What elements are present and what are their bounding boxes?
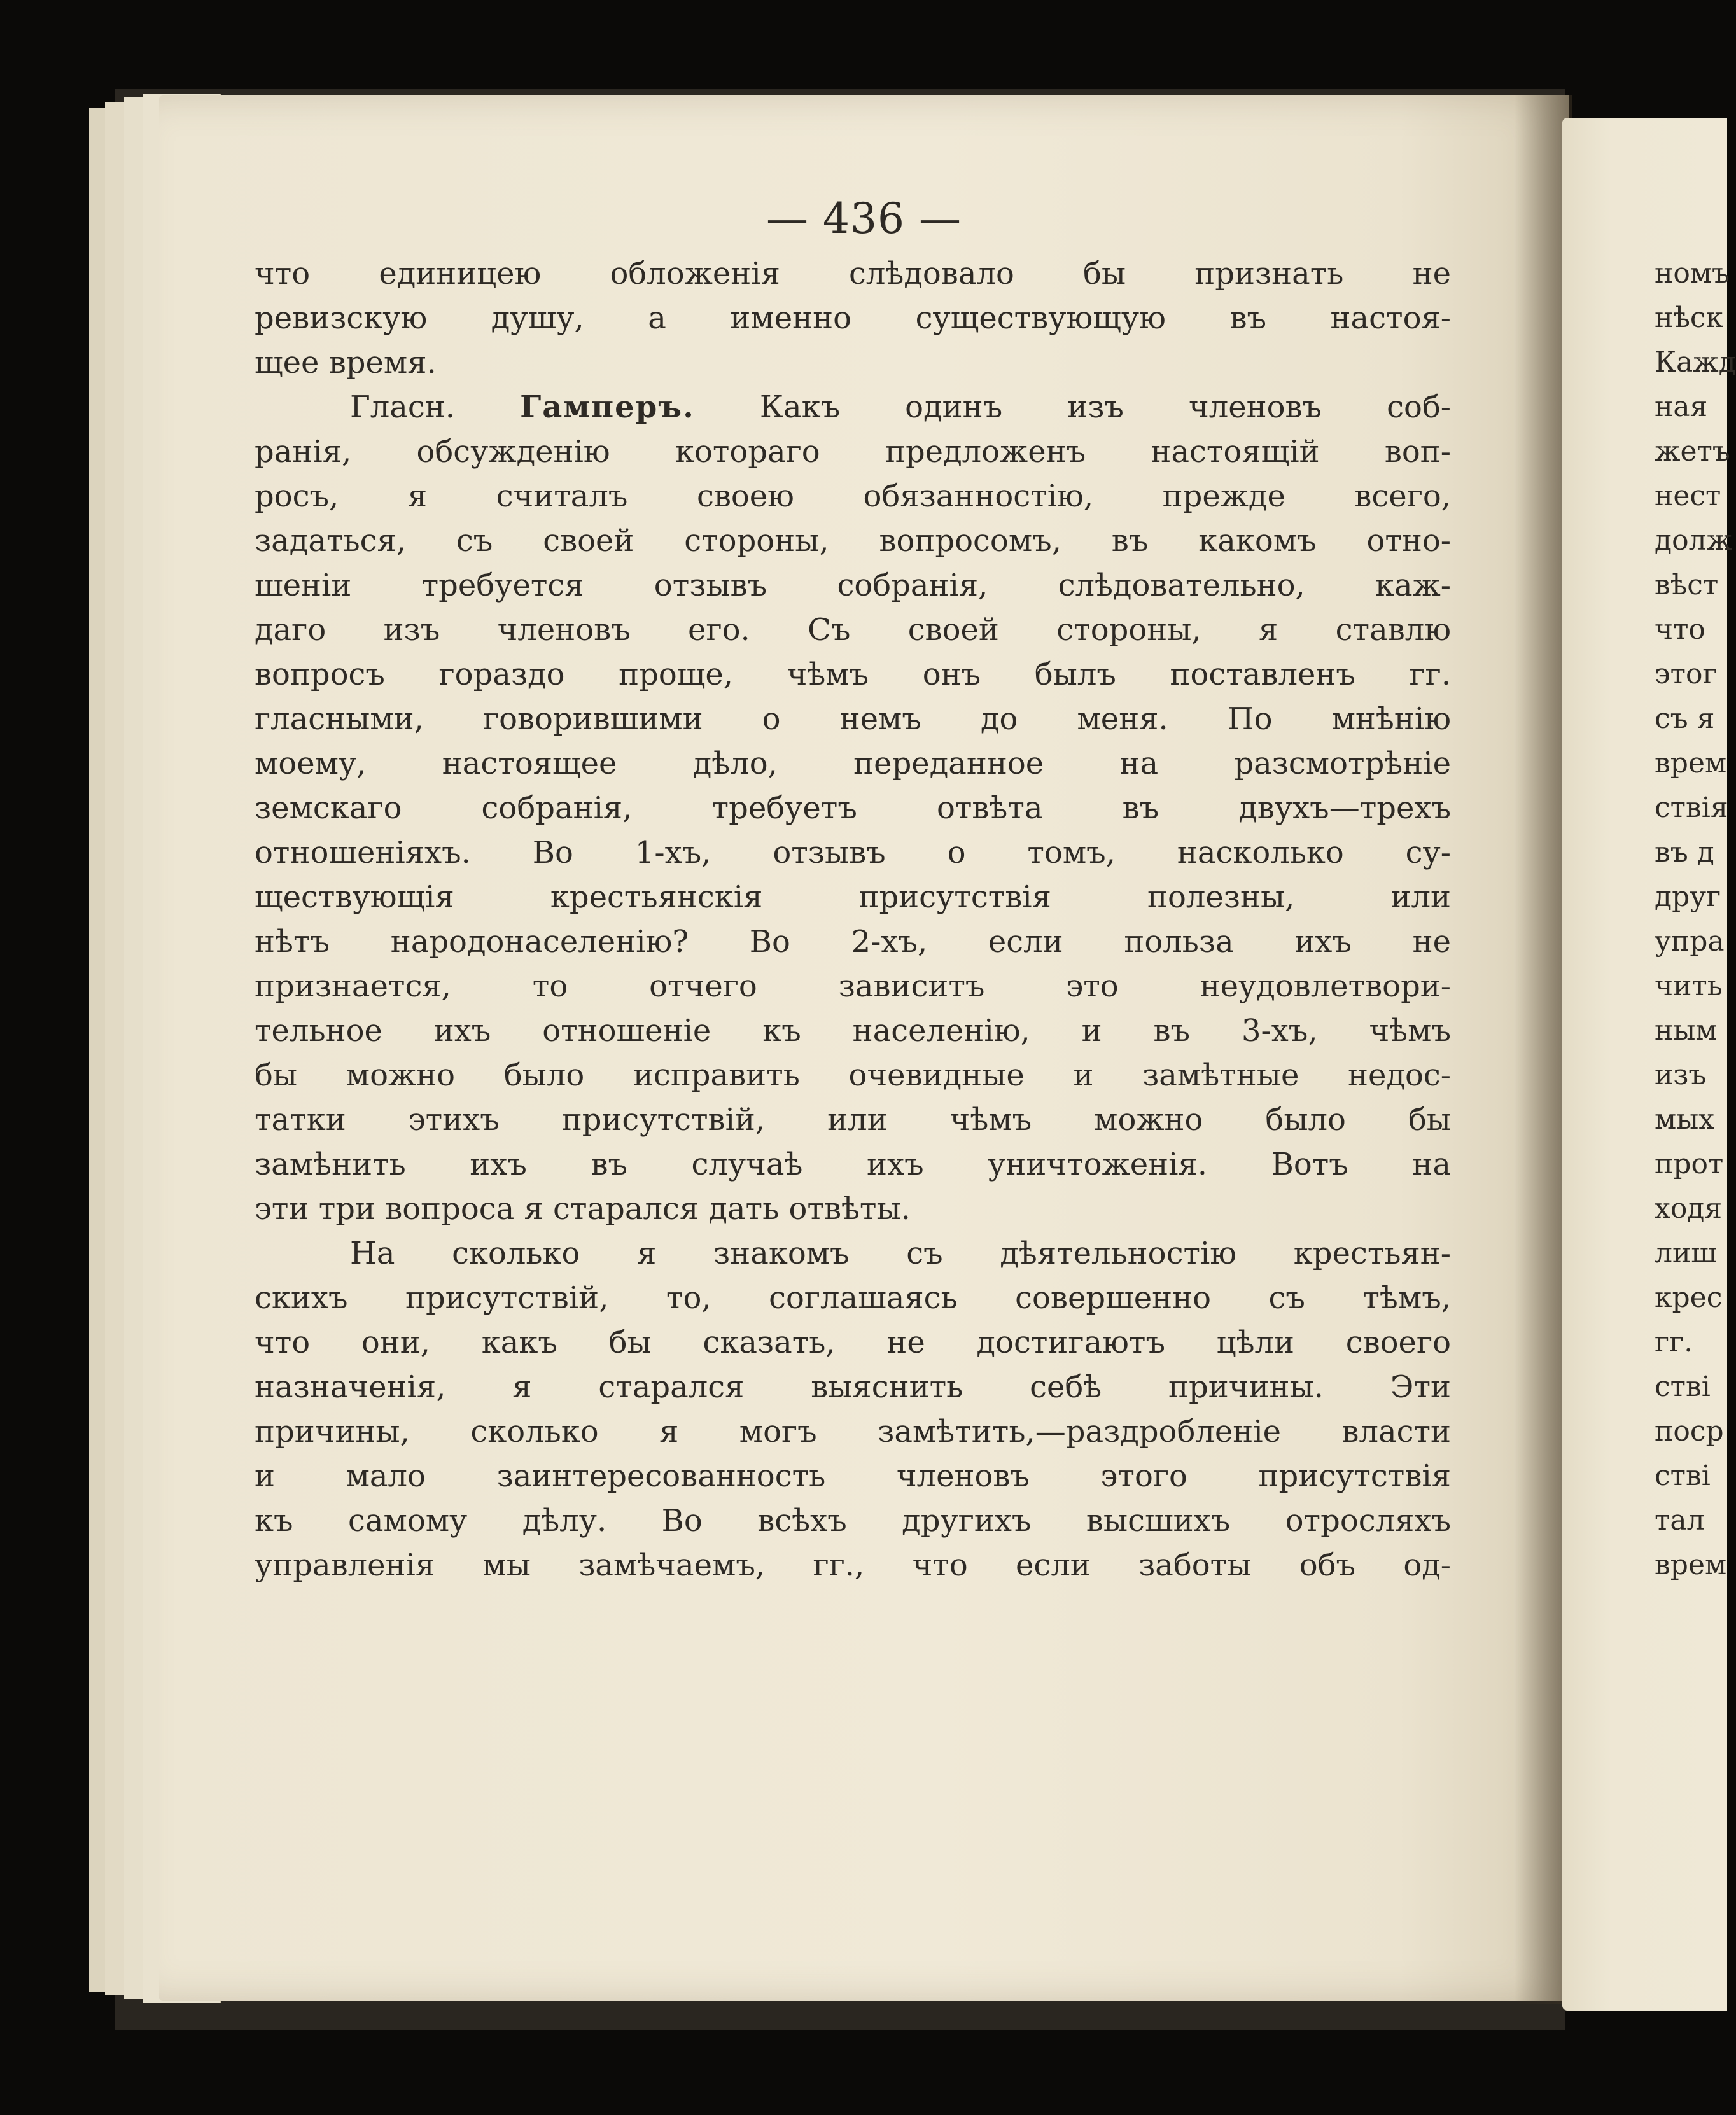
right-page-fragment: ная: [1655, 391, 1708, 423]
text-line: росъ, я считалъ своею обязанностію, прежде всего,: [255, 478, 1451, 514]
text-line: управленія мы замѣчаемъ, гг., что если заботы объ од-: [255, 1547, 1451, 1583]
right-page-fragment: прот: [1655, 1148, 1724, 1180]
right-page-fragment: жетъ: [1655, 435, 1730, 468]
right-page-fragment: мых: [1655, 1103, 1715, 1136]
right-page-fragment: крес: [1655, 1281, 1723, 1314]
text-line: даго изъ членовъ его. Съ своей стороны, я ставлю: [255, 612, 1451, 648]
right-page-fragment: врем: [1655, 747, 1727, 779]
right-page-fragment: изъ: [1655, 1059, 1707, 1091]
right-page-fragment: этог: [1655, 658, 1718, 690]
right-page-text: [1655, 251, 1736, 1588]
text-line: вопросъ гораздо проще, чѣмъ онъ былъ поставленъ гг.: [255, 657, 1451, 692]
right-page-fragment: долж: [1655, 524, 1733, 557]
body-text: [255, 251, 1451, 1588]
text-line: тельное ихъ отношеніе къ населенію, и въ 3-хъ, чѣмъ: [255, 1013, 1451, 1049]
page-number: — 436 —: [766, 194, 962, 243]
text-line: ревизскую душу, а именно существующую въ настоя-: [255, 300, 1451, 336]
right-page-fragment: что: [1655, 613, 1705, 646]
text-line: скихъ присутствій, то, соглашаясь совершенно съ тѣмъ,: [255, 1280, 1451, 1316]
right-page-fragment: тал: [1655, 1504, 1705, 1537]
text-line: моему, настоящее дѣло, переданное на разсмотрѣніе: [255, 746, 1451, 781]
right-page-fragment: съ я: [1655, 702, 1715, 735]
right-page-fragment: нест: [1655, 480, 1721, 512]
text-line: бы можно было исправить очевидные и замѣтные недос-: [255, 1058, 1451, 1093]
text-line: татки этихъ присутствій, или чѣмъ можно было бы: [255, 1102, 1451, 1138]
right-page-fragment: гг.: [1655, 1326, 1693, 1358]
right-page-fragment: номъ: [1655, 257, 1730, 290]
text-line: щее время.: [255, 345, 437, 380]
text-line: [255, 385, 1451, 429]
text-line: На сколько я знакомъ съ дѣятельностію крестьян-: [350, 1236, 1451, 1271]
right-page-fragment: ным: [1655, 1014, 1718, 1047]
right-page-fragment: Кажд: [1655, 346, 1736, 379]
right-page-fragment: поср: [1655, 1415, 1724, 1448]
right-page-fragment: въ д: [1655, 836, 1714, 869]
right-page-fragment: чить: [1655, 970, 1723, 1002]
speaker-prefix: Гласн.: [350, 389, 521, 425]
right-page-fragment: вѣст: [1655, 569, 1719, 601]
right-page-fragment: упра: [1655, 925, 1725, 958]
text-line: къ самому дѣлу. Во всѣхъ другихъ высшихъ отросляхъ: [255, 1503, 1451, 1539]
text-line: ранія, обсужденію котораго предложенъ настоящій воп-: [255, 434, 1451, 470]
right-page-fragment: друг: [1655, 881, 1721, 913]
text-line: назначенія, я старался выяснить себѣ причины. Эти: [255, 1369, 1451, 1405]
text-line: признается, то отчего зависитъ это неудовлетвори-: [255, 968, 1451, 1004]
text-line: эти три вопроса я старался дать отвѣты.: [255, 1191, 911, 1227]
right-page-fragment: лиш: [1655, 1237, 1718, 1269]
text-line: шеніи требуется отзывъ собранія, слѣдовательно, каж-: [255, 568, 1451, 603]
text-line: ществующія крестьянскія присутствія полезны, или: [255, 879, 1451, 915]
text-line: нѣтъ народонаселенію? Во 2-хъ, если польза ихъ не: [255, 924, 1451, 960]
right-page-fragment: ствi: [1655, 1460, 1711, 1492]
text-line: гласными, говорившими о немъ до меня. По мнѣнію: [255, 701, 1451, 737]
text-line: что единицею обложенія слѣдовало бы признать не: [255, 256, 1451, 291]
right-page-fragment: ствія: [1655, 792, 1728, 824]
text-line: что они, какъ бы сказать, не достигаютъ цѣли своего: [255, 1325, 1451, 1360]
text-line: отношеніяхъ. Во 1-хъ, отзывъ о томъ, насколько су-: [255, 835, 1451, 870]
right-page-fragment: нѣск: [1655, 302, 1724, 334]
text-line: задаться, съ своей стороны, вопросомъ, въ какомъ отно-: [255, 523, 1451, 559]
right-page-fragment: ходя: [1655, 1192, 1723, 1225]
speaker-text: Какъ одинъ изъ членовъ соб-: [694, 389, 1452, 425]
text-line: замѣнить ихъ въ случаѣ ихъ уничтоженія. Вотъ на: [255, 1147, 1451, 1182]
right-page-fragment: врем: [1655, 1549, 1727, 1581]
speaker-name: Гамперъ.: [520, 389, 695, 425]
text-line: земскаго собранія, требуетъ отвѣта въ двухъ—трехъ: [255, 790, 1451, 826]
text-line: причины, сколько я могъ замѣтить,—раздробленіе власти: [255, 1414, 1451, 1449]
text-line: и мало заинтересованность членовъ этого присутствія: [255, 1458, 1451, 1494]
right-page-fragment: ствi: [1655, 1371, 1711, 1403]
